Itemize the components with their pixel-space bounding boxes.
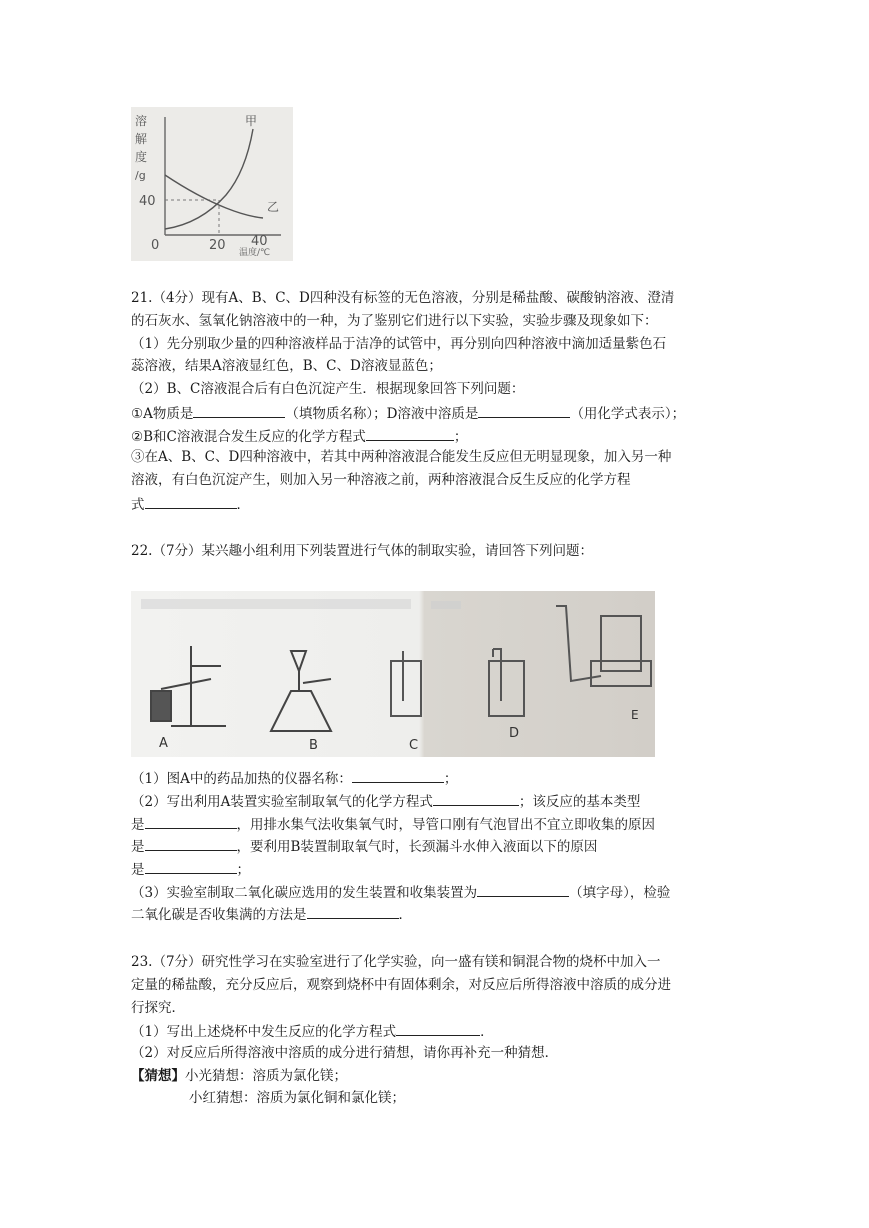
q22-line-4 — [131, 814, 655, 834]
q22-line-2 — [131, 768, 457, 788]
solubility-graph-figure — [131, 107, 293, 261]
answer-blank-oxygen-equation[interactable] — [433, 791, 519, 806]
q22-line-4-a: 是 — [131, 817, 145, 833]
q22-line-7-a: （3）实验室制取二氧化碳应选用的发生装置和收集装置为 — [131, 885, 478, 901]
q22-line-8 — [131, 904, 412, 924]
q21-line-6-a: ①A物质是 — [131, 406, 194, 422]
q22-line-2-b: ； — [443, 771, 458, 787]
curve-jia-label: 甲 — [245, 114, 258, 128]
q23-line-1: 23.（7分）研究性学习在实验室进行了化学实验，向一盛有镁和铜混合物的烧杯中加入一 — [131, 954, 661, 970]
q21-line-6 — [131, 403, 685, 423]
label-a: A — [159, 736, 168, 751]
q21-line-10-b: ． — [236, 497, 250, 513]
label-c: C — [409, 738, 419, 753]
apparatus-diagram — [131, 591, 655, 757]
solubility-graph — [131, 107, 293, 261]
answer-blank-bc-equation[interactable] — [366, 426, 454, 441]
answer-blank-reaction-type[interactable] — [145, 814, 237, 829]
q22-line-6-a: 是 — [131, 862, 145, 878]
x-tick-20: 20 — [209, 238, 226, 253]
guess-xiaohong: 小红猜想：溶质为氯化铜和氯化镁； — [189, 1090, 405, 1106]
curve-yi-label: 乙 — [267, 200, 280, 214]
q21-line-8: ③在A、B、C、D四种溶液中，若其中两种溶液混合能发生反应但无明显现象，加入另一种 — [131, 449, 672, 465]
q21-line-5: （2）B、C溶液混合后有白色沉淀产生．根据现象回答下列问题： — [131, 381, 525, 397]
y-label-1: 溶 — [135, 114, 148, 128]
q22-line-4-b: ，用排水集气法收集氧气时，导管口刚有气泡冒出不宜立即收集的原因 — [236, 817, 655, 833]
q21-line-6-c: （用化学式表示）； — [570, 406, 686, 422]
y-label-3: 度 — [135, 150, 148, 164]
q23-line-4 — [131, 1021, 494, 1041]
q22-line-8-a: 二氧化碳是否收集满的方法是 — [131, 907, 307, 923]
q22-line-7-b: （填字母），检验 — [569, 885, 671, 901]
q21-line-7-a: ②B和C溶液混合发生反应的化学方程式 — [131, 429, 366, 445]
answer-blank-d-solute[interactable] — [478, 403, 570, 418]
q23-line-5: （2）对反应后所得溶液中溶质的成分进行猜想，请你再补充一种猜想． — [131, 1045, 559, 1061]
y-label-2: 解 — [135, 132, 148, 146]
q22-line-7 — [131, 882, 670, 902]
label-b: B — [309, 738, 318, 753]
q22-line-3 — [131, 791, 640, 811]
label-e: E — [631, 708, 639, 722]
answer-blank-beaker-equation[interactable] — [396, 1021, 480, 1036]
q22-line-3-a: （2）写出利用A装置实验室制取氧气的化学方程式 — [131, 794, 433, 810]
label-d: D — [509, 726, 520, 741]
q22-line-1: 22.（7分）某兴趣小组利用下列装置进行气体的制取实验，请回答下列问题： — [131, 543, 594, 559]
q23-line-3: 行探究． — [131, 1000, 185, 1016]
q22-line-5 — [131, 836, 597, 856]
q22-line-2-a: （1）图A中的药品加热的仪器名称： — [131, 771, 352, 787]
answer-blank-co2-check[interactable] — [307, 904, 399, 919]
q21-line-2: 的石灰水、氢氧化钠溶液中的一种，为了鉴别它们进行以下实验，实验步骤及现象如下： — [131, 313, 658, 329]
q21-line-7-b: ； — [453, 429, 468, 445]
q21-line-6-b: （填物质名称）；D溶液中溶质是 — [285, 406, 479, 422]
q22-line-5-a: 是 — [131, 839, 145, 855]
guess-heading: 【猜想】 — [131, 1068, 185, 1084]
answer-blank-heating-instrument[interactable] — [352, 768, 444, 783]
q23-line-2: 定量的稀盐酸，充分反应后，观察到烧杯中有固体剩余，对反应后所得溶液中溶质的成分进 — [131, 977, 671, 993]
answer-blank-bubble-reason[interactable] — [145, 836, 237, 851]
q21-line-10-a: 式 — [131, 497, 145, 513]
x-tick-40: 40 — [251, 234, 268, 249]
answer-blank-mix-equation[interactable] — [145, 494, 237, 509]
guess-xiaoguang: 小光猜想：溶质为氯化镁； — [185, 1068, 347, 1084]
y-label-4: /g — [135, 169, 146, 182]
q21-line-9: 溶液，有白色沉淀产生，则加入另一种溶液之前，两种溶液混合反生反应的化学方程 — [131, 472, 631, 488]
q21-line-1: 21.（4分）现有A、B、C、D四种没有标签的无色溶液，分别是稀盐酸、碳酸钠溶液、澄清 — [131, 290, 675, 306]
q22-line-5-b: ，要利用B装置制取氧气时，长颈漏斗水伸入液面以下的原因 — [236, 839, 598, 855]
x-axis-label: 温度/℃ — [239, 248, 271, 258]
answer-blank-funnel-reason[interactable] — [145, 859, 237, 874]
q22-line-8-b: ． — [398, 907, 412, 923]
answer-blank-a-substance[interactable] — [193, 403, 285, 418]
q23-line-4-a: （1）写出上述烧杯中发生反应的化学方程式 — [131, 1024, 397, 1040]
q23-line-4-b: ． — [480, 1024, 494, 1040]
apparatus-figure — [131, 591, 655, 757]
answer-blank-co2-devices[interactable] — [477, 882, 569, 897]
q22-line-3-b: ；该反应的基本类型 — [518, 794, 641, 810]
q21-line-3: （1）先分别取少量的四种溶液样品于洁净的试管中，再分别向四种溶液中滴加适量紫色石 — [131, 336, 667, 352]
x-tick-0: 0 — [151, 238, 160, 253]
q21-line-7 — [131, 426, 467, 446]
q21-line-10 — [131, 494, 250, 514]
q23-line-6 — [131, 1067, 347, 1085]
q22-line-6-b: ； — [236, 862, 250, 878]
y-tick-40: 40 — [139, 194, 156, 209]
q21-line-4: 蕊溶液，结果A溶液显红色，B、C、D溶液显蓝色； — [131, 358, 442, 374]
q22-line-6 — [131, 859, 250, 879]
